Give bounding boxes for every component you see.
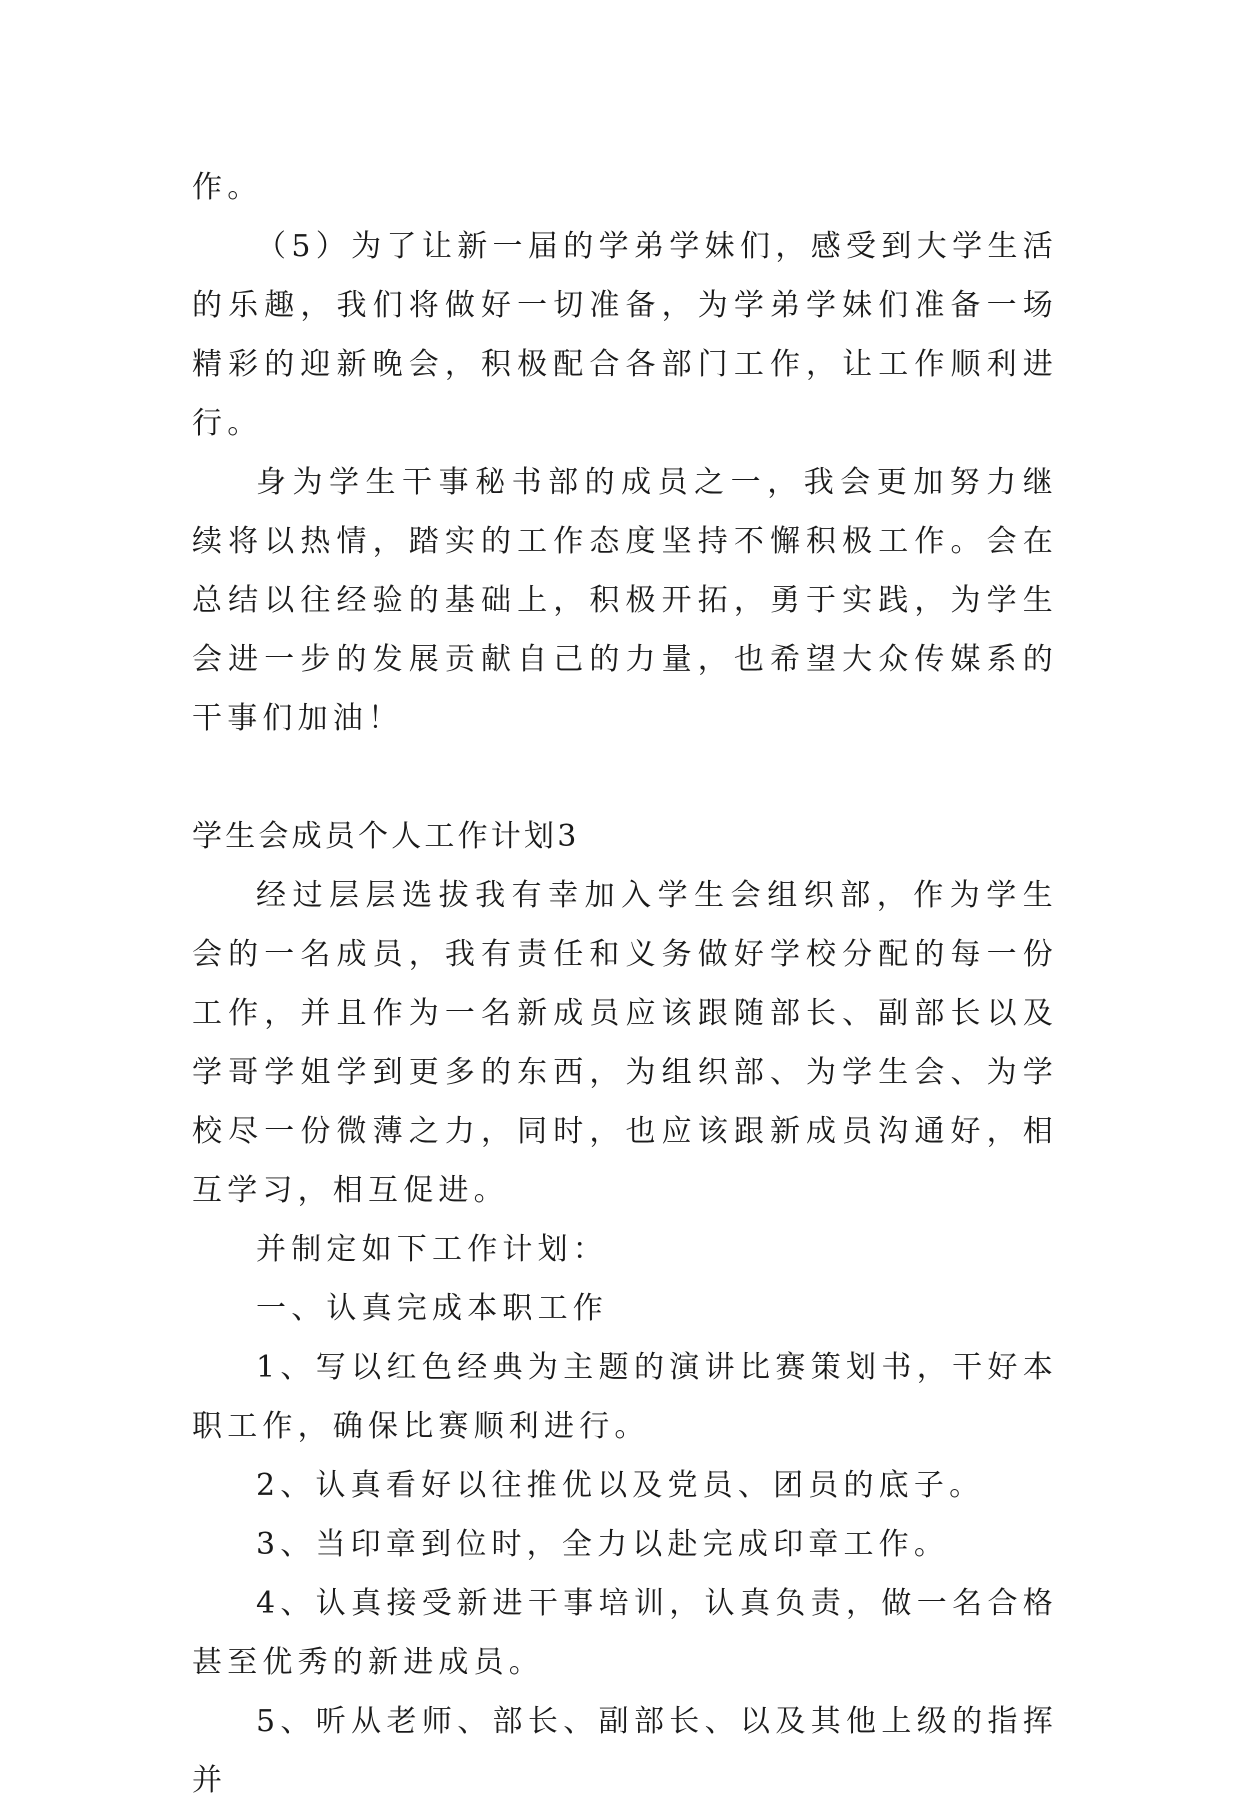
- paragraph-intro: 经过层层选拔我有幸加入学生会组织部，作为学生会的一名成员，我有责任和义务做好学校分配的每一份工作，并且作为一名新成员应该跟随部长、副部长以及学哥学姐学到更多的东西，为组织部、为学生会、为学校尽一份微薄之力，同时，也应该跟新成员沟通好，相互学习，相互促进。: [192, 878, 1058, 1208]
- list-item-3: 3、当印章到位时，全力以赴完成印章工作。: [256, 1527, 950, 1562]
- paragraph-item-5: （5）为了让新一届的学弟学妹们，感受到大学生活的乐趣，我们将做好一切准备，为学弟学妹们准备一场精彩的迎新晚会，积极配合各部门工作，让工作顺利进行。: [192, 229, 1058, 441]
- section-title: 学生会成员个人工作计划3: [192, 819, 580, 854]
- paragraph-closing: 身为学生干事秘书部的成员之一，我会更加努力继续将以热情，踏实的工作态度坚持不懈积极工作。会在总结以往经验的基础上，积极开拓，勇于实践，为学生会进一步的发展贡献自己的力量，也希望大众传媒系的干事们加油！: [192, 465, 1058, 736]
- list-item-1: 1、写以红色经典为主题的演讲比赛策划书，干好本职工作，确保比赛顺利进行。: [192, 1350, 1058, 1444]
- list-item-2: 2、认真看好以往推优以及党员、团员的底子。: [256, 1468, 985, 1503]
- subheading-duty: 一、认真完成本职工作: [256, 1291, 608, 1326]
- list-item-4: 4、认真接受新进干事培训，认真负责，做一名合格甚至优秀的新进成员。: [192, 1586, 1058, 1680]
- list-item-5: 5、听从老师、部长、副部长、以及其他上级的指挥并: [192, 1704, 1058, 1798]
- continuation-line: 作。: [192, 170, 263, 205]
- paragraph-plan-lead: 并制定如下工作计划：: [256, 1232, 608, 1267]
- document-body: [192, 158, 1058, 1810]
